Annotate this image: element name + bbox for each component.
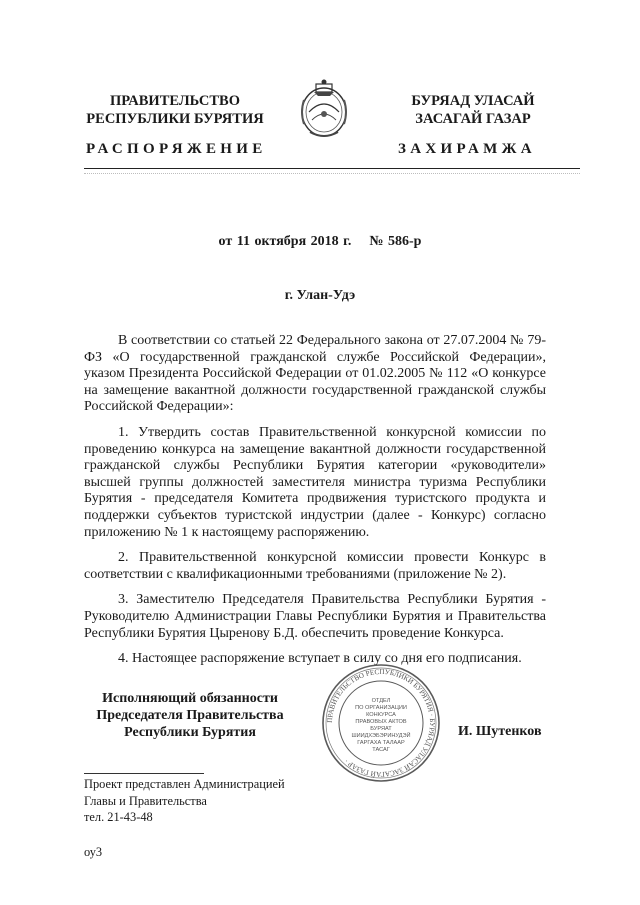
header-left-block — [70, 92, 280, 128]
document-date-number: от 11 октября 2018 г. № 586-р — [218, 234, 422, 249]
footer-code: оу3 — [84, 845, 103, 859]
signatory-title — [84, 690, 296, 741]
signatory-name: И. Шутенков — [458, 724, 542, 739]
footer-note — [84, 776, 285, 826]
document-city: г. Улан-Удэ — [284, 288, 356, 303]
footer-line1: Проект представлен Администрацией — [84, 777, 285, 791]
header-dotted-divider — [84, 173, 580, 174]
signatory-title-line3: Республики Бурятия — [124, 725, 256, 740]
clause-2-paragraph: 2. Правительственной конкурсной комиссии провести Конкурс в соответствии с квалификационными требованиями (приложение № 2). — [84, 550, 546, 582]
stamp-line-4: ПРАВОВЫХ АКТОВ — [355, 719, 407, 725]
official-stamp-icon — [320, 662, 442, 784]
signatory-title-line1: Исполняющий обязанности — [102, 691, 278, 706]
header-left-line2: РЕСПУБЛИКИ БУРЯТИЯ — [86, 111, 264, 127]
stamp-line-5: БУРЯАТ — [370, 726, 392, 732]
stamp-line-7: ГАРГАХА ТАЛААР — [357, 740, 405, 746]
signatory-title-line2: Председателя Правительства — [96, 708, 284, 723]
doc-type-left: РАСПОРЯЖЕНИЕ — [86, 141, 267, 157]
stamp-line-3: КОНКУРСА — [366, 712, 396, 718]
clause-3-paragraph: 3. Заместителю Председателя Правительства Республики Бурятия - Руководителю Администрации Главы Республики Бурятия и Правительства Республики Бурятия Цыренову Б.Д. обеспечить проведение Конкурса. — [84, 592, 546, 641]
stamp-ring-text: ПРАВИТЕЛЬСТВО РЕСПУБЛИКИ БУРЯТИЯ · БУРЯАД УЛАСАЙ ЗАСАГАЙ ГАЗАР · — [325, 667, 437, 779]
footer-line2: Главы и Правительства — [84, 793, 207, 808]
coat-of-arms-icon — [296, 76, 352, 140]
clause-1-paragraph: 1. Утвердить состав Правительственной конкурсной комиссии по проведению конкурса на замещение вакантной должности государственной гражданской службы Республики Бурятия категории «руководители» высшей группы должностей заместителя министра туризма Республики Бурятия - председателя Комитета продвижения туристского продукта и поддержки субъектов туристской индустрии (далее - Конкурс) согласно приложению № 1 к настоящему распоряжению. — [84, 424, 546, 540]
header-left-line1: ПРАВИТЕЛЬСТВО — [110, 93, 240, 109]
doc-type-right: ЗАХИРАМЖА — [398, 141, 536, 157]
document-body — [84, 333, 546, 677]
stamp-line-8: ТАСАГ — [372, 747, 390, 753]
stamp-line-1: ОТДЕЛ — [371, 698, 391, 704]
header-divider — [84, 168, 580, 169]
header-right-block — [368, 92, 578, 128]
header-right-line2: ЗАСАГАЙ ГАЗАР — [415, 111, 531, 127]
footer-divider — [84, 773, 204, 774]
stamp-line-2: ПО ОРГАНИЗАЦИИ — [355, 705, 407, 711]
stamp-line-6: ШИИДХЭБЭРИНУДЭЙ — [351, 733, 411, 739]
header-right-line1: БУРЯАД УЛАСАЙ — [411, 93, 535, 109]
clause-4-paragraph: 4. Настоящее распоряжение вступает в силу со дня его подписания. — [118, 651, 522, 667]
footer-phone: тел. 21-43-48 — [84, 810, 153, 824]
preamble-paragraph: В соответствии со статьей 22 Федерального закона от 27.07.2004 № 79-ФЗ «О государственной гражданской службе Российской Федерации», указом Президента Российской Федерации от 01.02.2005 № 112 «О конкурсе на замещение вакантной должности государственной гражданской службы Российской Федерации»: — [84, 333, 546, 415]
